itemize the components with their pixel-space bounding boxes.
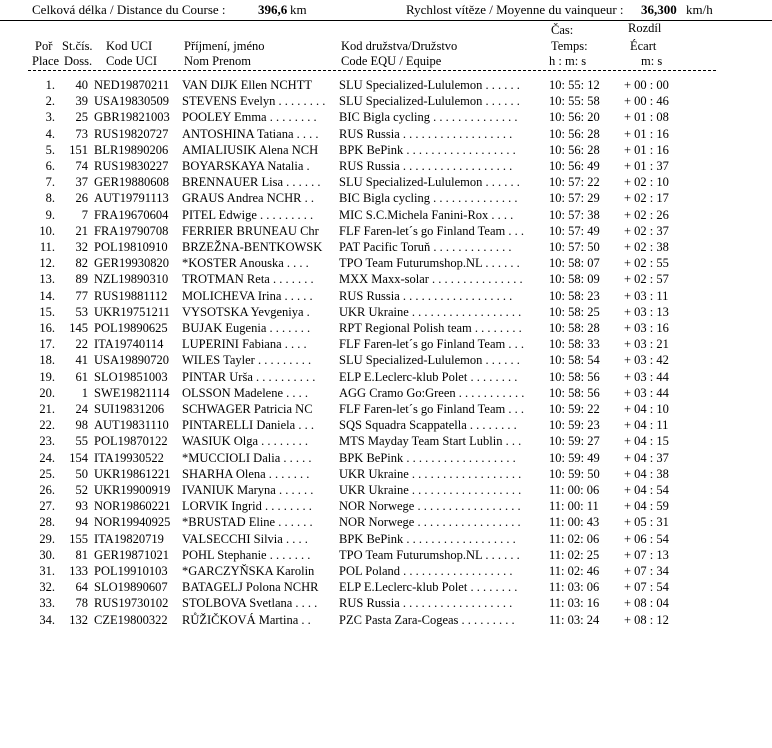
uci-code-cell: UKR19751211 [94,304,170,319]
table-row [0,579,772,595]
team-cell: MXX Maxx-solar . . . . . . . . . . . . . . . [339,272,523,287]
uci-code-cell: USA19830509 [94,94,170,109]
team-cell: PZC Pasta Zara-Cogeas . . . . . . . . . [339,612,515,627]
gap-cell: + 01 : 16 [624,142,669,157]
rider-name-cell: ANTOSHINA Tatiana . . . . [182,126,319,141]
rank-cell: 17. [39,337,55,352]
rider-name-cell: WASIUK Olga . . . . . . . . [182,434,309,449]
gap-cell: + 04 : 15 [624,434,669,449]
rank-cell: 18. [39,353,55,368]
rank-cell: 22. [39,418,55,433]
team-cell: BIC Bigla cycling . . . . . . . . . . . . . . [339,191,518,206]
gap-cell: + 06 : 54 [624,531,669,546]
table-row [0,336,772,352]
table-row [0,271,772,287]
team-cell: MIC S.C.Michela Fanini-Rox . . . . [339,207,514,222]
gap-cell: + 03 : 42 [624,353,669,368]
header-place: Place [32,54,60,68]
table-row [0,190,772,206]
uci-code-cell: GER19871021 [94,547,169,562]
table-row [0,433,772,449]
gap-cell: + 03 : 13 [624,304,669,319]
rank-cell: 4. [45,126,55,141]
table-row [0,563,772,579]
table-row [0,109,772,125]
start-number-cell: 82 [75,256,88,271]
rider-name-cell: *KOSTER Anouska . . . . [182,256,309,271]
gap-cell: + 04 : 38 [624,466,669,481]
rider-name-cell: BRZEŽNA-BENTKOWSK [182,240,323,254]
team-cell: ELP E.Leclerc-klub Polet . . . . . . . . [339,580,518,595]
table-row [0,288,772,304]
time-cell: 11: 03: 16 [549,596,600,611]
rider-name-cell: RŮŽIČKOVÁ Martina . . [182,612,311,627]
rider-name-cell: BRENNAUER Lisa . . . . . . [182,175,321,190]
header-gap-unit: m: s [641,54,663,68]
header-uci-code: Kod UCI [106,39,153,53]
gap-cell: + 08 : 04 [624,596,669,611]
team-cell: SQS Squadra Scappatella . . . . . . . . [339,418,517,433]
table-row [0,514,772,530]
time-cell: 10: 58: 07 [549,256,600,271]
gap-cell: + 00 : 00 [624,78,669,92]
time-cell: 11: 00: 06 [549,483,600,497]
rank-cell: 15. [39,304,55,319]
start-number-cell: 22 [75,337,88,352]
start-number-cell: 25 [75,110,88,125]
rider-name-cell: VYSOTSKA Yevgeniya . [182,304,310,319]
table-row [0,126,772,142]
table-row [0,174,772,190]
rider-name-cell: AMIALIUSIK Alena NCH [182,142,319,157]
rank-cell: 21. [39,402,55,416]
header-dossard: Doss. [64,54,93,68]
time-cell: 10: 58: 56 [549,385,600,400]
table-row [0,385,772,401]
uci-code-cell: SWE19821114 [94,385,170,400]
gap-cell: + 02 : 57 [624,272,669,287]
rank-cell: 26. [39,483,55,497]
uci-code-cell: AUT19791113 [94,191,169,206]
rank-cell: 8. [45,191,55,206]
team-cell: BPK BePink . . . . . . . . . . . . . . . . . . [339,531,516,546]
time-cell: 10: 59: 27 [549,434,600,449]
start-number-cell: 1 [81,385,88,400]
distance-unit: km [290,2,307,17]
uci-code-cell: POL19890625 [94,321,168,335]
team-cell: TPO Team Futurumshop.NL . . . . . . [339,547,520,562]
time-cell: 10: 57: 22 [549,175,600,190]
uci-code-cell: POL19810910 [94,240,168,254]
rider-name-cell: BOYARSKAYA Natalia . [182,159,310,173]
rank-cell: 24. [39,450,55,465]
start-number-cell: 74 [75,159,88,173]
time-cell: 10: 57: 49 [549,223,600,238]
team-cell: TPO Team Futurumshop.NL . . . . . . [339,256,520,271]
rider-name-cell: PITEL Edwige . . . . . . . . . [182,207,314,222]
rank-cell: 14. [39,288,55,303]
start-number-cell: 154 [69,450,88,465]
uci-code-cell: BLR19890206 [94,142,169,157]
start-number-cell: 64 [75,580,88,595]
rank-cell: 30. [39,547,55,562]
uci-code-cell: AUT19831110 [94,418,169,433]
rank-cell: 23. [39,434,55,449]
time-cell: 10: 58: 54 [549,353,600,368]
start-number-cell: 89 [75,272,88,287]
rank-cell: 19. [39,369,55,384]
team-cell: UKR Ukraine . . . . . . . . . . . . . . . . . . [339,483,522,497]
rider-name-cell: GRAUS Andrea NCHR . . [182,191,314,206]
time-cell: 10: 58: 09 [549,272,600,287]
table-row [0,482,772,498]
time-cell: 10: 58: 23 [549,288,600,303]
gap-cell: + 07 : 13 [624,547,669,562]
uci-code-cell: FRA19790708 [94,223,169,238]
rank-cell: 9. [45,207,55,222]
table-row [0,320,772,336]
header-divider [28,70,716,71]
time-cell: 10: 56: 28 [549,142,600,157]
gap-cell: + 02 : 26 [624,207,669,222]
header-time-unit: h : m: s [549,54,587,68]
uci-code-cell: NED19870211 [94,78,170,92]
start-number-cell: 24 [75,402,88,416]
table-row [0,595,772,611]
rank-cell: 28. [39,515,55,530]
summary-bar [0,0,772,21]
table-row [0,77,772,93]
rank-cell: 5. [45,142,55,157]
time-cell: 10: 59: 49 [549,450,600,465]
header-time: Čas: [551,23,574,37]
uci-code-cell: UKR19900919 [94,483,171,497]
rider-name-cell: MOLICHEVA Irina . . . . . [182,288,313,303]
rider-name-cell: LUPERINI Fabiana . . . . [182,337,307,352]
team-cell: RUS Russia . . . . . . . . . . . . . . . . . . [339,126,513,141]
start-number-cell: 77 [75,288,88,303]
header-team: Kod družstva/Družstvo [341,39,458,53]
table-row [0,158,772,174]
table-row [0,547,772,563]
gap-cell: + 07 : 34 [624,564,669,578]
table-row [0,450,772,466]
rider-name-cell: OLSSON Madelene . . . . [182,385,309,400]
header-ecart: Écart [630,39,657,53]
team-cell: SLU Specialized-Lululemon . . . . . . [339,353,520,368]
rank-cell: 16. [39,321,55,335]
header-equipe: Code EQU / Equipe [341,54,442,68]
time-cell: 11: 00: 11 [549,499,599,514]
table-row [0,369,772,385]
time-cell: 10: 58: 28 [549,321,600,335]
team-cell: FLF Faren-let´s go Finland Team . . . [339,402,524,416]
time-cell: 10: 57: 38 [549,207,600,222]
time-cell: 10: 57: 29 [549,191,600,206]
distance-value: 396,6 [258,2,288,17]
gap-cell: + 04 : 54 [624,483,669,497]
team-cell: NOR Norwege . . . . . . . . . . . . . . . . . [339,499,521,514]
uci-code-cell: GBR19821003 [94,110,170,125]
uci-code-cell: ITA19930522 [94,450,164,465]
rider-name-cell: *MUCCIOLI Dalia . . . . . [182,450,312,465]
team-cell: POL Poland . . . . . . . . . . . . . . . . . . [339,564,513,578]
time-cell: 11: 02: 06 [549,531,600,546]
time-cell: 11: 03: 24 [549,612,600,627]
table-row [0,352,772,368]
rider-name-cell: VALSECCHI Silvia . . . . [182,531,308,546]
table-row [0,498,772,514]
time-cell: 10: 58: 25 [549,304,600,319]
team-cell: RUS Russia . . . . . . . . . . . . . . . . . . [339,596,513,611]
time-cell: 11: 00: 43 [549,515,600,530]
team-cell: UKR Ukraine . . . . . . . . . . . . . . . . . . [339,466,522,481]
header-nom-prenom: Nom Prenom [184,54,252,68]
start-number-cell: 98 [75,418,88,433]
header-name: Příjmení, jméno [184,39,265,53]
gap-cell: + 04 : 11 [624,418,669,433]
start-number-cell: 151 [69,142,88,157]
rider-name-cell: PINTARELLI Daniela . . . [182,418,314,433]
rider-name-cell: VAN DIJK Ellen NCHTT [182,78,312,92]
table-row [0,466,772,482]
start-number-cell: 41 [75,353,88,368]
start-number-cell: 145 [69,321,88,335]
uci-code-cell: UKR19861221 [94,466,171,481]
table-row [0,223,772,239]
rider-name-cell: STOLBOVA Svetlana . . . . [182,596,318,611]
uci-code-cell: NZL19890310 [94,272,169,287]
team-cell: MTS Mayday Team Start Lublin . . . [339,434,522,449]
uci-code-cell: SLO19890607 [94,580,168,595]
time-cell: 10: 56: 28 [549,126,600,141]
header-gap: Rozdíl [628,21,662,35]
gap-cell: + 03 : 16 [624,321,669,335]
time-cell: 10: 59: 23 [549,418,600,433]
time-cell: 10: 56: 20 [549,110,600,125]
start-number-cell: 132 [69,612,88,627]
speed-label: Rychlost vítěze / Moyenne du vainqueur : [406,2,624,17]
gap-cell: + 05 : 31 [624,515,669,530]
time-cell: 10: 59: 22 [549,402,600,416]
time-cell: 10: 57: 50 [549,240,600,254]
start-number-cell: 39 [75,94,88,109]
uci-code-cell: SLO19851003 [94,369,168,384]
gap-cell: + 02 : 55 [624,256,669,271]
uci-code-cell: RUS19830227 [94,159,169,173]
rank-cell: 29. [39,531,55,546]
team-cell: FLF Faren-let´s go Finland Team . . . [339,223,524,238]
rider-name-cell: *GARCZYŇSKA Karolin [182,564,315,578]
table-row [0,239,772,255]
rider-name-cell: POHL Stephanie . . . . . . . [182,547,311,562]
uci-code-cell: SUI19831206 [94,402,165,416]
table-row [0,304,772,320]
team-cell: PAT Pacific Toruň . . . . . . . . . . . . . [339,240,512,254]
team-cell: SLU Specialized-Lululemon . . . . . . [339,94,520,109]
uci-code-cell: GER19930820 [94,256,169,271]
rider-name-cell: FERRIER BRUNEAU Chr [182,223,319,238]
gap-cell: + 02 : 37 [624,223,669,238]
rider-name-cell: WILES Tayler . . . . . . . . . [182,353,312,368]
start-number-cell: 93 [75,499,88,514]
time-cell: 10: 58: 33 [549,337,600,352]
rank-cell: 31. [39,564,55,578]
table-row [0,417,772,433]
speed-unit: km/h [686,2,713,17]
rank-cell: 32. [39,580,55,595]
team-cell: BIC Bigla cycling . . . . . . . . . . . . . . [339,110,518,125]
gap-cell: + 01 : 37 [624,159,669,173]
uci-code-cell: ITA19740114 [94,337,164,352]
rider-name-cell: SCHWAGER Patricia NC [182,402,313,416]
uci-code-cell: POL19910103 [94,564,168,578]
team-cell: BPK BePink . . . . . . . . . . . . . . . . . . [339,450,516,465]
gap-cell: + 07 : 54 [624,580,669,595]
uci-code-cell: NOR19940925 [94,515,171,530]
rider-name-cell: TROTMAN Reta . . . . . . . [182,272,314,287]
team-cell: UKR Ukraine . . . . . . . . . . . . . . . . . . [339,304,522,319]
start-number-cell: 50 [75,466,88,481]
gap-cell: + 04 : 59 [624,499,669,514]
time-cell: 10: 59: 50 [549,466,600,481]
rank-cell: 1. [45,78,55,92]
uci-code-cell: RUS19730102 [94,596,169,611]
gap-cell: + 03 : 21 [624,337,669,352]
start-number-cell: 32 [75,240,88,254]
uci-code-cell: RUS19881112 [94,288,168,303]
gap-cell: + 03 : 44 [624,369,669,384]
gap-cell: + 04 : 10 [624,402,669,416]
rank-cell: 33. [39,596,55,611]
start-number-cell: 78 [75,596,88,611]
time-cell: 10: 58: 56 [549,369,600,384]
gap-cell: + 03 : 44 [624,385,669,400]
speed-value: 36,300 [641,2,677,17]
team-cell: SLU Specialized-Lululemon . . . . . . [339,175,520,190]
header-start-number: St.čís. [62,39,93,53]
gap-cell: + 01 : 16 [624,126,669,141]
start-number-cell: 61 [75,369,88,384]
start-number-cell: 55 [75,434,88,449]
team-cell: SLU Specialized-Lululemon . . . . . . [339,78,520,92]
rider-name-cell: IVANIUK Maryna . . . . . . [182,483,314,497]
rider-name-cell: PINTAR Urša . . . . . . . . . . [182,369,316,384]
time-cell: 10: 55: 58 [549,94,600,109]
table-row [0,255,772,271]
table-row [0,531,772,547]
start-number-cell: 26 [75,191,88,206]
team-cell: AGG Cramo Go:Green . . . . . . . . . . . [339,385,525,400]
start-number-cell: 40 [75,78,88,92]
gap-cell: + 02 : 10 [624,175,669,190]
team-cell: RUS Russia . . . . . . . . . . . . . . . . . . [339,159,513,173]
uci-code-cell: NOR19860221 [94,499,171,514]
team-cell: ELP E.Leclerc-klub Polet . . . . . . . . [339,369,518,384]
uci-code-cell: GER19880608 [94,175,169,190]
rider-name-cell: BUJAK Eugenia . . . . . . . [182,321,311,335]
rank-cell: 10. [39,223,55,238]
table-row [0,207,772,223]
rank-cell: 27. [39,499,55,514]
header-pos: Poř [35,39,53,53]
rider-name-cell: *BRUSTAD Eline . . . . . . [182,515,313,530]
rank-cell: 20. [39,385,55,400]
rank-cell: 25. [39,466,55,481]
rank-cell: 7. [45,175,55,190]
rank-cell: 3. [45,110,55,125]
start-number-cell: 155 [69,531,88,546]
table-row [0,142,772,158]
time-cell: 10: 56: 49 [549,159,600,173]
uci-code-cell: ITA19820719 [94,531,164,546]
table-row [0,401,772,417]
gap-cell: + 01 : 08 [624,110,669,125]
rider-name-cell: BATAGELJ Polona NCHR [182,580,319,595]
rider-name-cell: POOLEY Emma . . . . . . . . [182,110,317,125]
team-cell: BPK BePink . . . . . . . . . . . . . . . . . . [339,142,516,157]
gap-cell: + 02 : 38 [624,240,669,254]
uci-code-cell: CZE19800322 [94,612,168,627]
header-code-uci: Code UCI [106,54,158,68]
team-cell: FLF Faren-let´s go Finland Team . . . [339,337,524,352]
header-temps: Temps: [551,39,588,53]
table-row [0,612,772,628]
rank-cell: 13. [39,272,55,287]
gap-cell: + 00 : 46 [624,94,669,109]
rank-cell: 34. [39,612,55,627]
start-number-cell: 21 [75,223,88,238]
time-cell: 11: 02: 25 [549,547,600,562]
team-cell: RPT Regional Polish team . . . . . . . . [339,321,522,335]
rider-name-cell: LORVIK Ingrid . . . . . . . . [182,499,312,514]
rank-cell: 12. [39,256,55,271]
gap-cell: + 02 : 17 [624,191,669,206]
rank-cell: 2. [45,94,55,109]
start-number-cell: 37 [75,175,88,190]
start-number-cell: 73 [75,126,88,141]
uci-code-cell: POL19870122 [94,434,168,449]
rank-cell: 11. [39,240,55,254]
start-number-cell: 81 [75,547,88,562]
start-number-cell: 7 [81,207,88,222]
table-row [0,93,772,109]
distance-label: Celková délka / Distance du Course : [32,2,226,17]
gap-cell: + 04 : 37 [624,450,669,465]
uci-code-cell: USA19890720 [94,353,170,368]
team-cell: RUS Russia . . . . . . . . . . . . . . . . . . [339,288,513,303]
rider-name-cell: SHARHA Olena . . . . . . . [182,466,310,481]
time-cell: 11: 03: 06 [549,580,600,595]
start-number-cell: 94 [75,515,88,530]
gap-cell: + 08 : 12 [624,612,669,627]
team-cell: NOR Norwege . . . . . . . . . . . . . . . . . [339,515,521,530]
rider-name-cell: STEVENS Evelyn . . . . . . . . [182,94,326,109]
start-number-cell: 133 [69,564,88,578]
gap-cell: + 03 : 11 [624,288,669,303]
uci-code-cell: FRA19670604 [94,207,169,222]
rank-cell: 6. [45,159,55,173]
start-number-cell: 53 [75,304,88,319]
time-cell: 11: 02: 46 [549,564,600,578]
start-number-cell: 52 [75,483,88,497]
uci-code-cell: RUS19820727 [94,126,169,141]
time-cell: 10: 55: 12 [549,78,600,92]
